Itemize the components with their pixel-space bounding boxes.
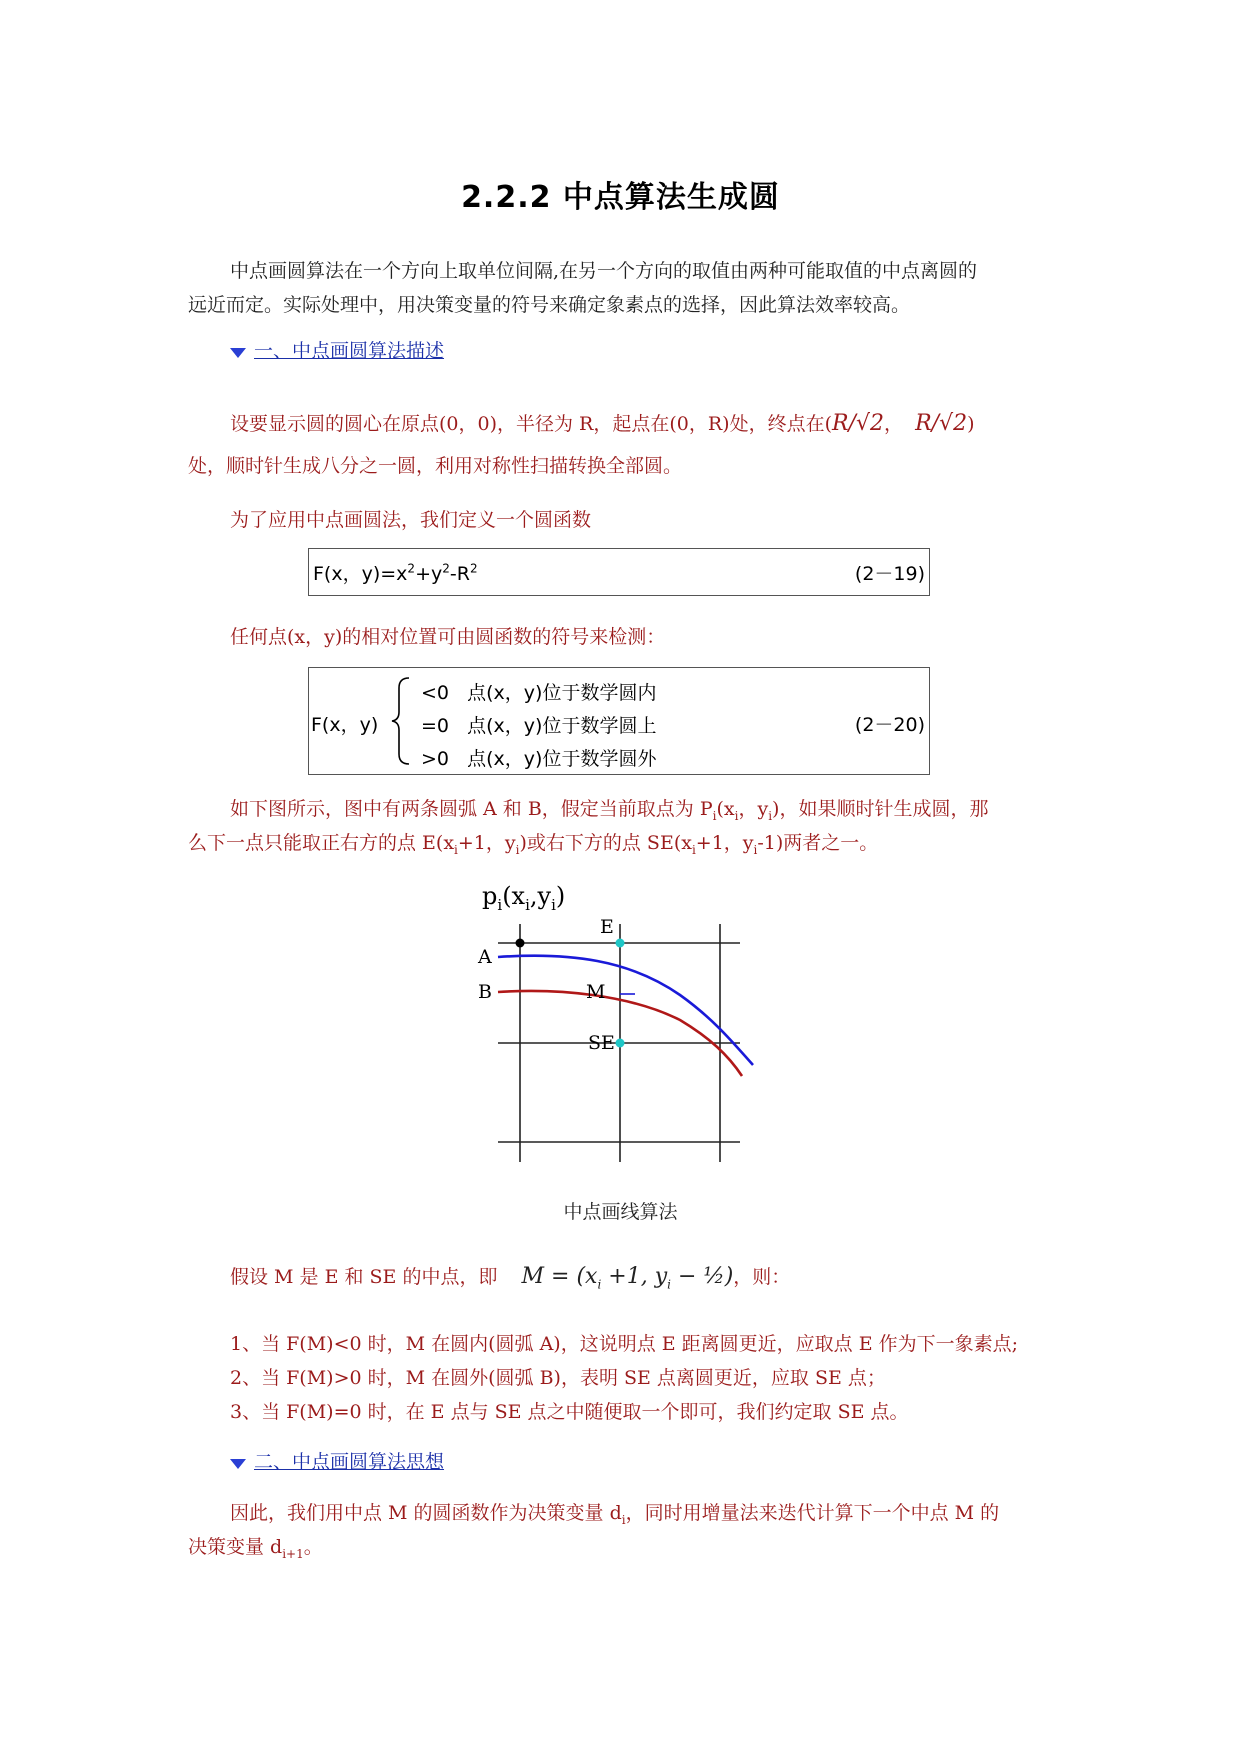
paragraph-decision-1: 因此，我们用中点 M 的圆函数作为决策变量 $d_i$，同时用增量法来迭代计算下一个中点 M 的 [230, 1502, 1000, 1527]
paragraph-figure-desc-1: 如下图所示，图中有两条圆弧 A 和 B，假定当前取点为 $P_i(x_i$，$y_i$)，如果顺时针生成圆，那 [230, 798, 989, 823]
midpoint-figure [470, 880, 790, 1170]
p1-sep: ， [883, 413, 903, 435]
figure-label-pi: $p_i(x_i,y_i)$ [482, 882, 566, 914]
arc-a [498, 956, 753, 1065]
triangle-down-icon [230, 348, 246, 358]
point-se [616, 1039, 625, 1048]
equation-box-2-20 [308, 667, 930, 775]
page-title: 2.2.2 中点算法生成圆 [461, 180, 780, 215]
section-2-link-label: 二、中点画圆算法思想 [254, 1451, 445, 1473]
intro-line-2: 远近而定。实际处理中，用决策变量的符号来确定象素点的选择，因此算法效率较高。 [188, 294, 911, 316]
paragraph-decision-2: 决策变量 $d_{i+1}$。 [188, 1536, 323, 1561]
point-e [616, 939, 625, 948]
figure-label-se: SE [588, 1032, 615, 1054]
figure-label-e: E [600, 916, 614, 938]
point-pi [516, 939, 525, 948]
paragraph-start-end [230, 407, 975, 441]
figure-label-m: M [586, 981, 606, 1003]
equation-number-2-20: (2－20) [854, 714, 925, 736]
section-1-link[interactable] [230, 336, 444, 363]
fraction-r-sqrt2-b: R/√2 [915, 411, 968, 436]
formula-midpoint: $M = (x_i +1$, $y_i$ − ½) [521, 1264, 734, 1292]
list-item-1: 1、当 F(M)<0 时，M 在圆内(圆弧 A)，这说明点 E 距离圆更近，应取点 E 作为下一象素点; [230, 1333, 1019, 1355]
equation-2-20-lhs: F(x，y) [311, 714, 379, 736]
case-row-3: >0 点(x，y)位于数学圆外 [421, 748, 657, 770]
triangle-down-icon [230, 1459, 246, 1469]
paragraph-figure-desc-2: 么下一点只能取正右方的点 $E(x_i+1$，$y_i$)或右下方的点 $SE(x_i+1$，$y_i-1$)两者之一。 [188, 832, 879, 857]
figure-label-b: B [478, 981, 492, 1003]
section-2-link[interactable] [230, 1447, 444, 1474]
p1-close: ) [967, 413, 975, 435]
case-row-1: <0 点(x，y)位于数学圆内 [421, 682, 657, 704]
paragraph-define-function: 为了应用中点画圆法，我们定义一个圆函数 [230, 509, 592, 531]
list-item-3: 3、当 F(M)=0 时，在 E 点与 SE 点之中随便取一个即可，我们约定取 SE 点。 [230, 1401, 909, 1423]
figure-label-a: A [478, 946, 492, 968]
intro-line-1: 中点画圆算法在一个方向上取单位间隔,在另一个方向的取值由两种可能取值的中点离圆的 [230, 260, 978, 282]
p1-text: 设要显示圆的圆心在原点(0，0)，半径为 R，起点在(0，R)处，终点在( [230, 413, 832, 435]
equation-box-2-19 [308, 548, 930, 596]
case-row-2: =0 点(x，y)位于数学圆上 [421, 715, 657, 737]
paragraph-midpoint-def: 假设 M 是 E 和 SE 的中点，即 $M = (x_i +1$, $y_i$ − ½)，则： [230, 1264, 791, 1292]
paragraph-start-end-line2: 处，顺时针生成八分之一圆，利用对称性扫描转换全部圆。 [188, 455, 683, 477]
equation-number-2-19: (2－19) [854, 563, 925, 585]
figure-caption: 中点画线算法 [563, 1201, 678, 1223]
section-1-link-label: 一、中点画圆算法描述 [254, 340, 445, 362]
figure-svg [470, 880, 790, 1170]
left-brace-icon [389, 674, 413, 768]
list-item-2: 2、当 F(M)>0 时，M 在圆外(圆弧 B)，表明 SE 点离圆更近，应取 SE 点； [230, 1367, 886, 1389]
fraction-r-sqrt2-a: R/√2 [831, 411, 884, 436]
equation-2-19: F(x，$y)=x^2+y^2-R^2$ [313, 561, 478, 585]
paragraph-sign-test: 任何点(x，y)的相对位置可由圆函数的符号来检测： [230, 626, 666, 648]
